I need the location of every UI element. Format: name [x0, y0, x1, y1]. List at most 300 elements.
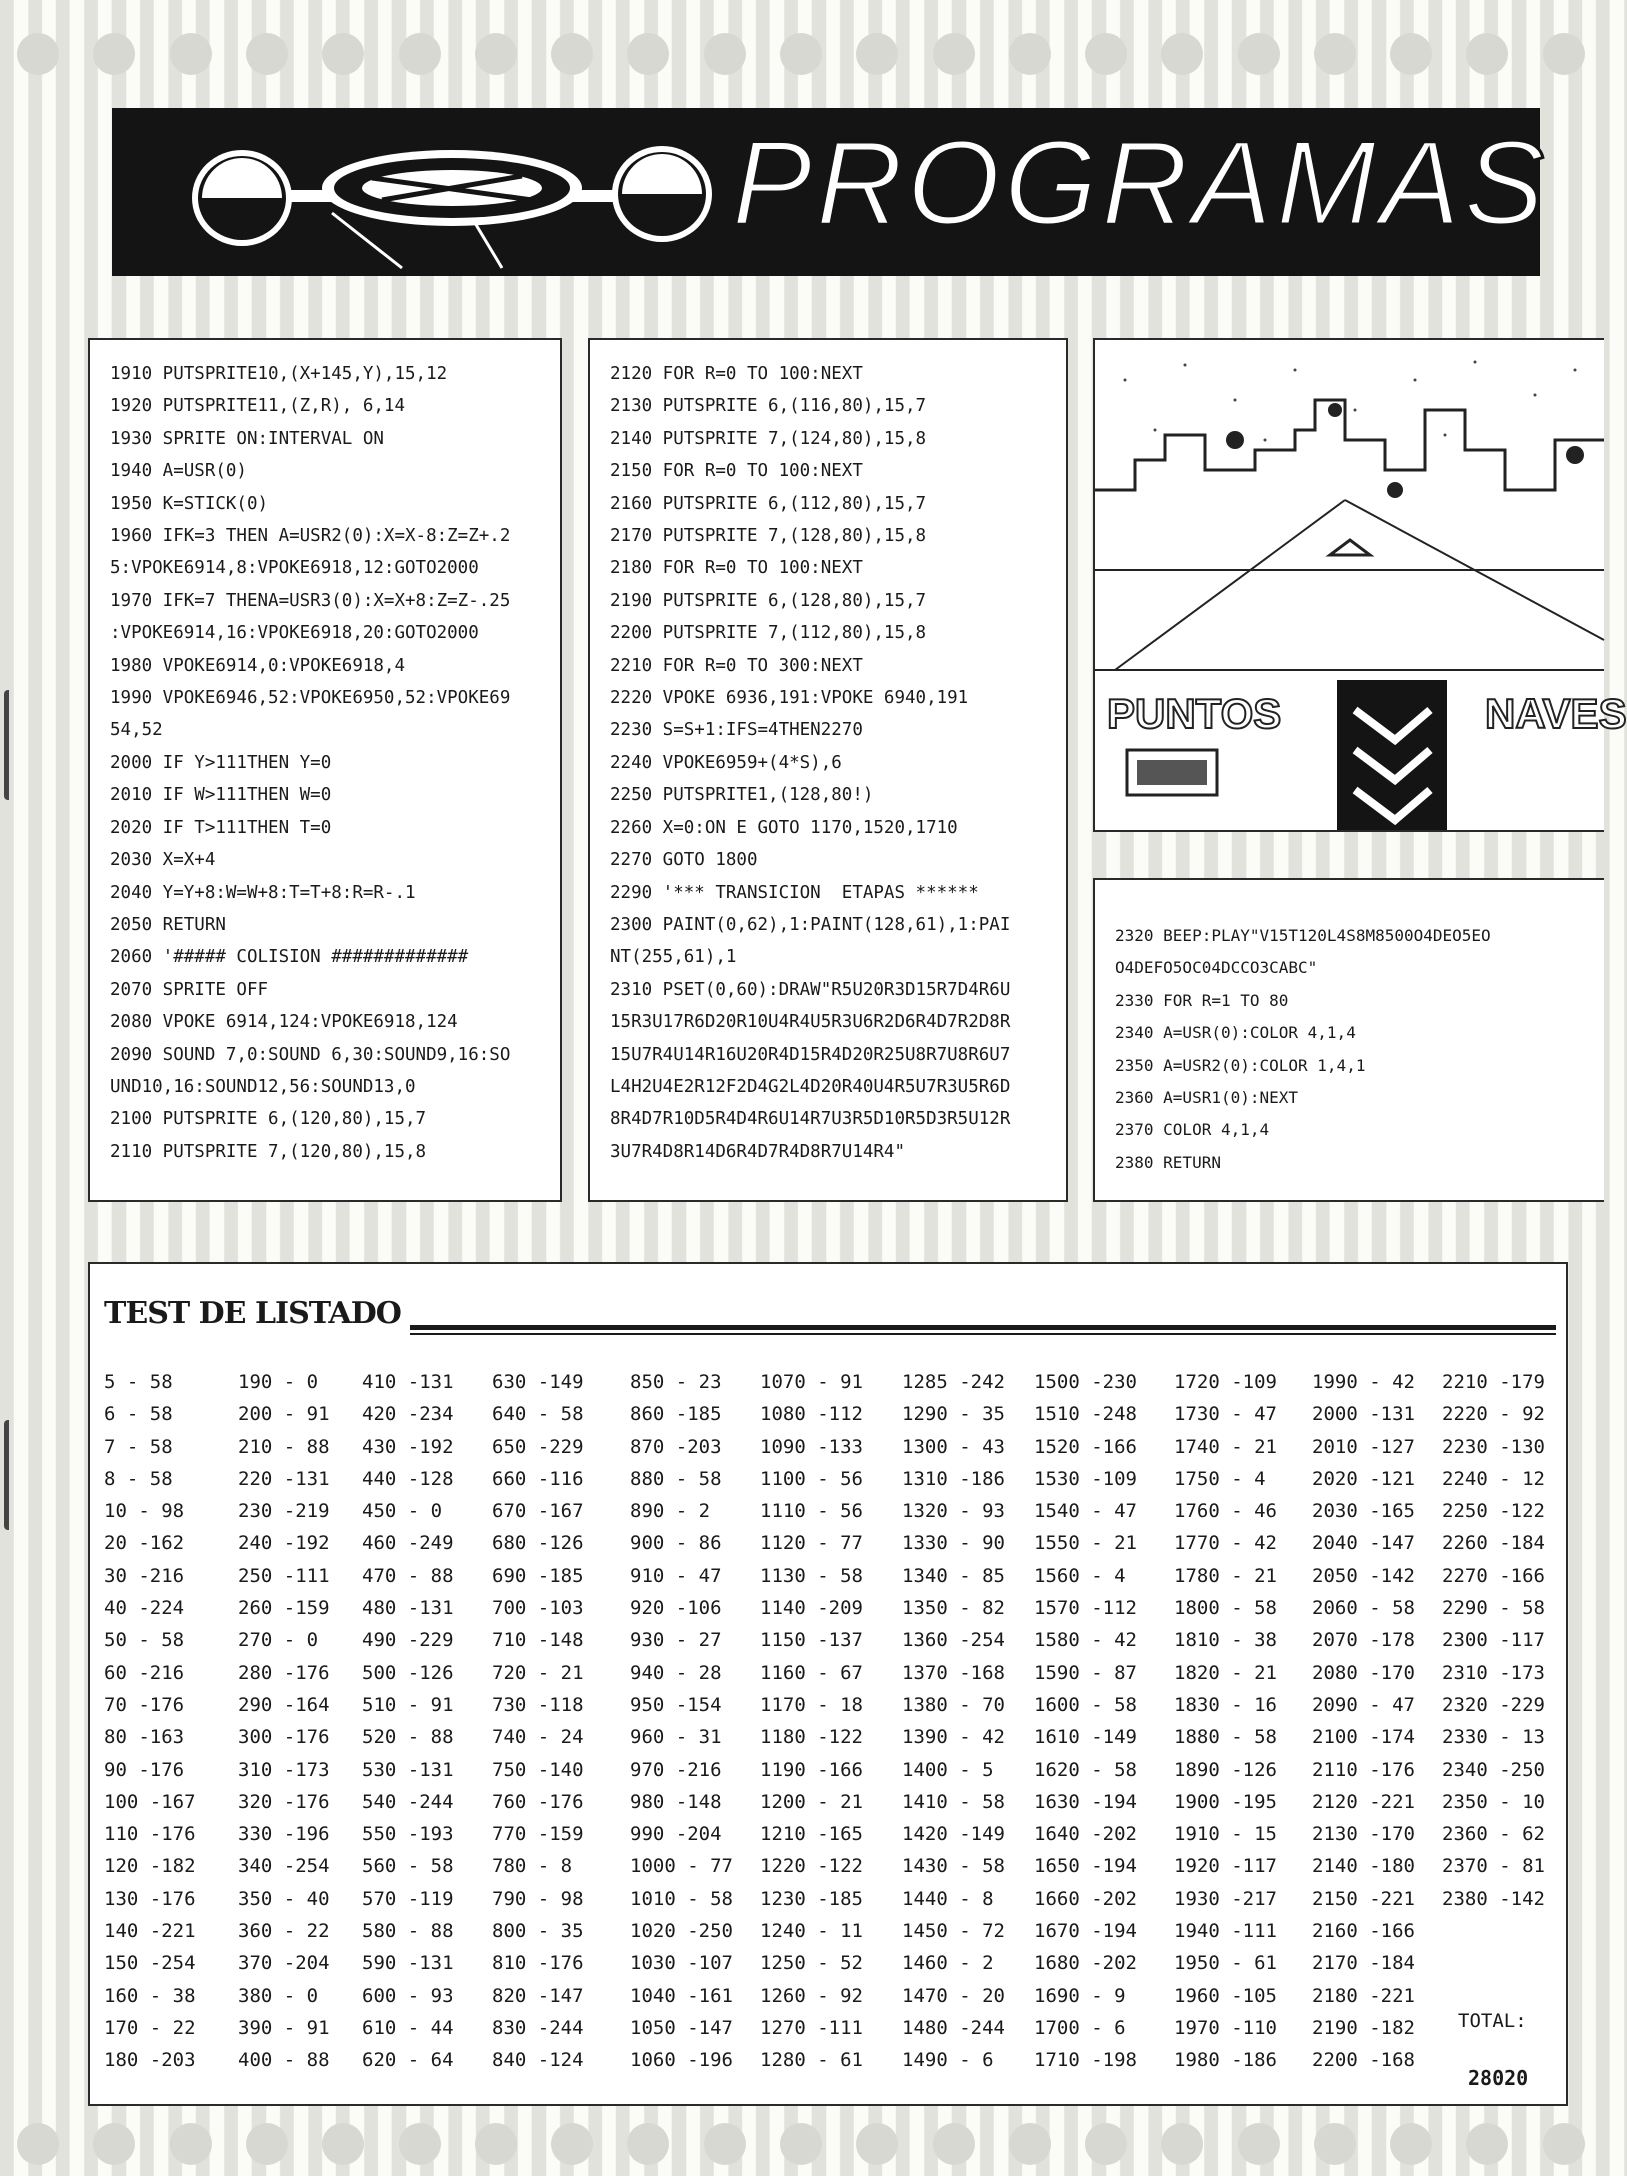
- checksum-entry: 970 -216: [630, 1758, 722, 1781]
- puntos-label: PUNTOS: [1107, 690, 1282, 737]
- checksum-entry: 210 - 88: [238, 1435, 330, 1458]
- checksum-column: [902, 1366, 1005, 2077]
- checksum-entry: 30 -216: [104, 1564, 185, 1587]
- checksum-entry: 1220 -122: [760, 1855, 863, 1878]
- checksum-entry: 1490 - 6: [902, 2049, 994, 2072]
- checksum-entry: 340 -254: [238, 1855, 330, 1878]
- checksum-entry: 560 - 58: [362, 1855, 454, 1878]
- code-line: NT(255,61),1: [610, 947, 737, 968]
- checksum-entry: 580 - 88: [362, 1920, 454, 1943]
- checksum-entry: 2220 - 92: [1442, 1403, 1545, 1426]
- checksum-entry: 170 - 22: [104, 2016, 196, 2039]
- checksum-column: [492, 1366, 584, 2077]
- checksum-entry: 2380 -142: [1442, 1887, 1545, 1910]
- checksum-entry: 20 -162: [104, 1532, 185, 1555]
- checksum-entry: 1650 -194: [1034, 1855, 1137, 1878]
- checksum-entry: 1070 - 91: [760, 1371, 863, 1393]
- total-value: 28020: [1468, 2066, 1529, 2090]
- checksum-entry: 90 -176: [104, 1758, 185, 1781]
- code-line: 54,52: [110, 720, 163, 741]
- checksum-entry: 1450 - 72: [902, 1920, 1005, 1943]
- checksum-entry: 150 -254: [104, 1952, 196, 1975]
- checksum-entry: 840 -124: [492, 2049, 584, 2072]
- checksum-entry: 1950 - 61: [1174, 1952, 1277, 1975]
- code-line: 2050 RETURN: [110, 914, 226, 935]
- checksum-entry: 2240 - 12: [1442, 1467, 1545, 1490]
- checksum-entry: 2110 -176: [1312, 1758, 1415, 1781]
- checksum-entry: 1250 - 52: [760, 1952, 863, 1975]
- checksum-entry: 1700 - 6: [1034, 2016, 1126, 2039]
- checksum-entry: 700 -103: [492, 1597, 584, 1620]
- checksum-entry: 240 -192: [238, 1532, 330, 1555]
- binder-holes-bottom: [0, 2112, 1602, 2176]
- checksum-entry: 830 -244: [492, 2016, 584, 2039]
- code-listing-2: [588, 338, 1068, 1202]
- checksum-entry: 800 - 35: [492, 1920, 584, 1943]
- checksum-entry: 70 -176: [104, 1693, 185, 1716]
- checksum-entry: 1160 - 67: [760, 1661, 863, 1684]
- checksum-entry: 1040 -161: [630, 1984, 733, 2007]
- checksum-entry: 200 - 91: [238, 1403, 330, 1426]
- checksum-entry: 940 - 28: [630, 1661, 722, 1684]
- checksum-entry: 1680 -202: [1034, 1952, 1137, 1975]
- checksum-entry: 1360 -254: [902, 1629, 1005, 1652]
- code-line: 2230 S=S+1:IFS=4THEN2270: [610, 720, 863, 741]
- checksum-entry: 2290 - 58: [1442, 1597, 1545, 1620]
- checksum-entry: 1110 - 56: [760, 1500, 863, 1523]
- checksum-entry: 1240 - 11: [760, 1920, 863, 1943]
- code-line: 2140 PUTSPRITE 7,(124,80),15,8: [610, 428, 927, 449]
- checksum-entry: 500 -126: [362, 1661, 454, 1684]
- checksum-entry: 1620 - 58: [1034, 1758, 1137, 1781]
- checksum-entry: 1190 -166: [760, 1758, 863, 1781]
- checksum-entry: 5 - 58: [104, 1371, 173, 1393]
- checksum-entry: 250 -111: [238, 1564, 330, 1587]
- checksum-entry: 190 - 0: [238, 1371, 319, 1393]
- checksum-entry: 1150 -137: [760, 1629, 863, 1652]
- checksum-column: [1442, 1366, 1545, 1915]
- code-line: 2370 COLOR 4,1,4: [1115, 1120, 1270, 1140]
- checksum-entry: 400 - 88: [238, 2049, 330, 2072]
- checksum-entry: 2140 -180: [1312, 1855, 1415, 1878]
- code-line: 2120 FOR R=0 TO 100:NEXT: [610, 364, 863, 384]
- checksum-entry: 1770 - 42: [1174, 1532, 1277, 1555]
- code-line: :VPOKE6914,16:VPOKE6918,20:GOTO2000: [110, 623, 479, 644]
- checksum-entry: 1120 - 77: [760, 1532, 863, 1555]
- checksum-entry: 1090 -133: [760, 1435, 863, 1458]
- checksum-entry: 2030 -165: [1312, 1500, 1415, 1523]
- code-line: 8R4D7R10D5R4D4R6U14R7U3R5D10R5D3R5U12R: [610, 1109, 1011, 1130]
- checksum-entry: 1060 -196: [630, 2049, 733, 2072]
- checksum-column: [238, 1366, 330, 2077]
- binder-holes-top: [0, 22, 1602, 86]
- checksum-entry: 1960 -105: [1174, 1984, 1277, 2007]
- checksum-entry: 1430 - 58: [902, 1855, 1005, 1878]
- checksum-entry: 290 -164: [238, 1693, 330, 1716]
- checksum-entry: 1390 - 42: [902, 1726, 1005, 1749]
- checksum-entry: 50 - 58: [104, 1629, 185, 1652]
- checksum-entry: 2170 -184: [1312, 1952, 1415, 1975]
- checksum-entry: 2210 -179: [1442, 1371, 1545, 1393]
- checksum-entry: 2070 -178: [1312, 1629, 1415, 1652]
- checksum-column: [362, 1366, 454, 2077]
- code-line: 1930 SPRITE ON:INTERVAL ON: [110, 428, 384, 449]
- checksum-column: [104, 1366, 196, 2077]
- checksum-entry: 390 - 91: [238, 2016, 330, 2039]
- checksum-entry: 990 -204: [630, 1823, 722, 1846]
- code-listing-3: [1093, 878, 1604, 1202]
- checksum-entry: 440 -128: [362, 1467, 454, 1490]
- code-line: L4H2U4E2R12F2D4G2L4D20R40U4R5U7R3U5R6D: [610, 1076, 1011, 1097]
- checksum-entry: 2270 -166: [1442, 1564, 1545, 1587]
- checksum-entry: 640 - 58: [492, 1403, 584, 1426]
- checksum-entry: 1520 -166: [1034, 1435, 1137, 1458]
- checksum-entry: 1050 -147: [630, 2016, 733, 2039]
- checksum-entry: 470 - 88: [362, 1564, 454, 1587]
- checksum-entry: 600 - 93: [362, 1984, 454, 2007]
- checksum-entry: 1550 - 21: [1034, 1532, 1137, 1555]
- checksum-entry: 130 -176: [104, 1887, 196, 1910]
- checksum-entry: 1720 -109: [1174, 1371, 1277, 1393]
- checksum-entry: 1670 -194: [1034, 1920, 1137, 1943]
- checksum-entry: 770 -159: [492, 1823, 584, 1846]
- title-rule: [410, 1325, 1556, 1330]
- code-line: 2270 GOTO 1800: [610, 850, 758, 871]
- checksum-entry: 1370 -168: [902, 1661, 1005, 1684]
- checksum-entry: 1000 - 77: [630, 1855, 733, 1878]
- checksum-entry: 2300 -117: [1442, 1629, 1545, 1652]
- checksum-entry: 310 -173: [238, 1758, 330, 1781]
- checksum-entry: 80 -163: [104, 1726, 185, 1749]
- checksum-entry: 730 -118: [492, 1693, 584, 1716]
- code-line: 2030 X=X+4: [110, 850, 216, 871]
- code-line: 2350 A=USR2(0):COLOR 1,4,1: [1115, 1055, 1366, 1075]
- checksum-entry: 1600 - 58: [1034, 1693, 1137, 1716]
- checksum-entry: 220 -131: [238, 1467, 330, 1490]
- code-line: 2290 '*** TRANSICION ETAPAS ******: [610, 882, 979, 903]
- code-line: 2040 Y=Y+8:W=W+8:T=T+8:R=R-.1: [110, 882, 416, 903]
- checksum-entry: 1130 - 58: [760, 1564, 863, 1587]
- checksum-entry: 930 - 27: [630, 1629, 722, 1652]
- checksum-entry: 1780 - 21: [1174, 1564, 1277, 1587]
- checksum-entry: 1540 - 47: [1034, 1500, 1137, 1523]
- checksum-entry: 980 -148: [630, 1790, 722, 1813]
- code-line: 2210 FOR R=0 TO 300:NEXT: [610, 655, 863, 676]
- code-line: 1970 IFK=7 THENA=USR3(0):X=X+8:Z=Z-.25: [110, 590, 511, 611]
- checksum-entry: 960 - 31: [630, 1726, 722, 1749]
- checksum-entry: 1800 - 58: [1174, 1597, 1277, 1620]
- code-line: O4DEFO5OC04DCCO3CABC": [1115, 958, 1318, 978]
- checksum-entry: 620 - 64: [362, 2049, 454, 2072]
- checksum-entry: 2370 - 81: [1442, 1855, 1545, 1878]
- checksum-entry: 660 -116: [492, 1467, 584, 1490]
- checksum-entry: 690 -185: [492, 1564, 584, 1587]
- code-line: 2160 PUTSPRITE 6,(112,80),15,7: [610, 493, 927, 514]
- checksum-entry: 1400 - 5: [902, 1758, 994, 1781]
- checksum-entry: 780 - 8: [492, 1855, 573, 1878]
- checksum-entry: 1030 -107: [630, 1952, 733, 1975]
- checksum-entry: 100 -167: [104, 1790, 196, 1813]
- checksum-entry: 1630 -194: [1034, 1790, 1137, 1813]
- checksum-entry: 270 - 0: [238, 1629, 319, 1652]
- checksum-entry: 120 -182: [104, 1855, 196, 1878]
- checksum-entry: 1830 - 16: [1174, 1693, 1277, 1716]
- checksum-entry: 550 -193: [362, 1823, 454, 1846]
- code-line: 2060 '##### COLISION #############: [110, 947, 469, 968]
- checksum-entry: 1940 -111: [1174, 1920, 1277, 1943]
- checksum-entry: 1500 -230: [1034, 1371, 1137, 1393]
- checksum-entry: 2310 -173: [1442, 1661, 1545, 1684]
- checksum-entry: 900 - 86: [630, 1532, 722, 1555]
- checksum-entry: 1890 -126: [1174, 1758, 1277, 1781]
- code-line: 3U7R4D8R14D6R4D7R4D8R7U14R4": [610, 1141, 906, 1162]
- checksum-entry: 2160 -166: [1312, 1920, 1415, 1943]
- checksum-entry: 370 -204: [238, 1952, 330, 1975]
- checksum-entry: 520 - 88: [362, 1726, 454, 1749]
- checksum-entry: 430 -192: [362, 1435, 454, 1458]
- code-line: 2180 FOR R=0 TO 100:NEXT: [610, 558, 863, 579]
- code-line: 2330 FOR R=1 TO 80: [1115, 990, 1289, 1010]
- code-line: 5:VPOKE6914,8:VPOKE6918,12:GOTO2000: [110, 558, 479, 579]
- checksum-entry: 110 -176: [104, 1823, 196, 1846]
- code-line: 2020 IF T>111THEN T=0: [110, 817, 332, 838]
- checksum-entry: 1580 - 42: [1034, 1629, 1137, 1652]
- code-line: 2190 PUTSPRITE 6,(128,80),15,7: [610, 590, 927, 611]
- checksum-entry: 2330 - 13: [1442, 1726, 1545, 1749]
- checksum-entry: 510 - 91: [362, 1693, 454, 1716]
- checksum-entry: 490 -229: [362, 1629, 454, 1652]
- checksum-entry: 480 -131: [362, 1597, 454, 1620]
- code-line: 2380 RETURN: [1115, 1152, 1221, 1172]
- checksum-entry: 1180 -122: [760, 1726, 863, 1749]
- checksum-entry: 2230 -130: [1442, 1435, 1545, 1458]
- checksum-entry: 380 - 0: [238, 1984, 319, 2007]
- checksum-entry: 1280 - 61: [760, 2049, 863, 2072]
- checksum-entry: 1560 - 4: [1034, 1564, 1126, 1587]
- code-line: 2090 SOUND 7,0:SOUND 6,30:SOUND9,16:SO: [110, 1044, 511, 1065]
- checksum-entry: 1140 -209: [760, 1597, 863, 1620]
- checksum-entry: 920 -106: [630, 1597, 722, 1620]
- checksum-entry: 680 -126: [492, 1532, 584, 1555]
- checksum-entry: 790 - 98: [492, 1887, 584, 1910]
- checksum-entry: 1420 -149: [902, 1823, 1005, 1846]
- code-line: 2360 A=USR1(0):NEXT: [1115, 1088, 1299, 1108]
- checksum-entry: 950 -154: [630, 1693, 722, 1716]
- test-title: TEST DE LISTADO: [104, 1296, 401, 1331]
- checksum-entry: 230 -219: [238, 1500, 330, 1523]
- code-line: 2310 PSET(0,60):DRAW"R5U20R3D15R7D4R6U: [610, 979, 1011, 1000]
- checksum-entry: 1285 -242: [902, 1371, 1005, 1393]
- code-line: 2170 PUTSPRITE 7,(128,80),15,8: [610, 526, 927, 547]
- checksum-entry: 1820 - 21: [1174, 1661, 1277, 1684]
- code-line: 2220 VPOKE 6936,191:VPOKE 6940,191: [610, 688, 969, 709]
- checksum-entry: 1210 -165: [760, 1823, 863, 1846]
- checksum-entry: 460 -249: [362, 1532, 454, 1555]
- checksum-entry: 1410 - 58: [902, 1790, 1005, 1813]
- binder-clip: [4, 690, 19, 800]
- checksum-entry: 330 -196: [238, 1823, 330, 1846]
- checksum-entry: 1710 -198: [1034, 2049, 1137, 2072]
- checksum-entry: 280 -176: [238, 1661, 330, 1684]
- checksum-entry: 1020 -250: [630, 1920, 733, 1943]
- checksum-column: [1174, 1366, 1277, 2077]
- checksum-entry: 1480 -244: [902, 2016, 1005, 2039]
- code-line: 15R3U17R6D20R10U4R4U5R3U6R2D6R4D7R2D8R: [610, 1012, 1011, 1033]
- checksum-entry: 1310 -186: [902, 1467, 1005, 1490]
- checksum-entry: 1200 - 21: [760, 1790, 863, 1813]
- checksum-entry: 320 -176: [238, 1790, 330, 1813]
- checksum-entry: 2050 -142: [1312, 1564, 1415, 1587]
- spaceship-illustration: [172, 118, 732, 268]
- checksum-entry: 1290 - 35: [902, 1403, 1005, 1426]
- checksum-entry: 1690 - 9: [1034, 1984, 1126, 2007]
- code-lines: [90, 340, 560, 1186]
- checksum-column: [1034, 1366, 1137, 2077]
- checksum-entry: 820 -147: [492, 1984, 584, 2007]
- code-line: 1910 PUTSPRITE10,(X+145,Y),15,12: [110, 364, 448, 384]
- checksum-entry: 1270 -111: [760, 2016, 863, 2039]
- code-line: 1980 VPOKE6914,0:VPOKE6918,4: [110, 655, 406, 676]
- checksum-entry: 670 -167: [492, 1500, 584, 1523]
- checksum-entry: 2260 -184: [1442, 1532, 1545, 1555]
- title-rule: [410, 1333, 1556, 1335]
- checksum-entry: 2180 -221: [1312, 1984, 1415, 2007]
- checksum-entry: 1970 -110: [1174, 2016, 1277, 2039]
- checksum-entry: 1230 -185: [760, 1887, 863, 1910]
- checksum-entry: 1640 -202: [1034, 1823, 1137, 1846]
- code-line: 2340 A=USR(0):COLOR 4,1,4: [1115, 1023, 1356, 1043]
- checksum-entry: 1810 - 38: [1174, 1629, 1277, 1652]
- checksum-entry: 1530 -109: [1034, 1467, 1137, 1490]
- code-line: 2260 X=0:ON E GOTO 1170,1520,1710: [610, 817, 958, 838]
- checksum-entry: 630 -149: [492, 1371, 584, 1393]
- checksum-column: [630, 1366, 733, 2077]
- code-line: 2130 PUTSPRITE 6,(116,80),15,7: [610, 396, 927, 417]
- checksum-entry: 1440 - 8: [902, 1887, 994, 1910]
- checksum-entry: 810 -176: [492, 1952, 584, 1975]
- checksum-entry: 2120 -221: [1312, 1790, 1415, 1813]
- checksum-entry: 1990 - 42: [1312, 1371, 1415, 1393]
- code-line: 2000 IF Y>111THEN Y=0: [110, 752, 332, 773]
- checksum-entry: 410 -131: [362, 1371, 454, 1393]
- checksum-entry: 2150 -221: [1312, 1887, 1415, 1910]
- checksum-entry: 7 - 58: [104, 1435, 173, 1458]
- checksum-entry: 40 -224: [104, 1597, 185, 1620]
- checksum-entry: 910 - 47: [630, 1564, 722, 1587]
- checksum-entry: 140 -221: [104, 1920, 196, 1943]
- checksum-entry: 1910 - 15: [1174, 1823, 1277, 1846]
- checksum-entry: 2100 -174: [1312, 1726, 1415, 1749]
- checksum-entry: 530 -131: [362, 1758, 454, 1781]
- checksum-entry: 1760 - 46: [1174, 1500, 1277, 1523]
- checksum-entry: 1660 -202: [1034, 1887, 1137, 1910]
- checksum-entry: 2360 - 62: [1442, 1823, 1545, 1846]
- code-line: 2070 SPRITE OFF: [110, 979, 269, 1000]
- checksum-entry: 1170 - 18: [760, 1693, 863, 1716]
- checksum-entry: 6 - 58: [104, 1403, 173, 1426]
- checksum-entry: 260 -159: [238, 1597, 330, 1620]
- checksum-entry: 1570 -112: [1034, 1597, 1137, 1620]
- checksum-entry: 2130 -170: [1312, 1823, 1415, 1846]
- total-label: TOTAL:: [1458, 2010, 1527, 2032]
- checksum-entry: 2350 - 10: [1442, 1790, 1545, 1813]
- checksum-entry: 420 -234: [362, 1403, 454, 1426]
- code-line: 2300 PAINT(0,62),1:PAINT(128,61),1:PAI: [610, 914, 1011, 935]
- checksum-entry: 1980 -186: [1174, 2049, 1277, 2072]
- code-lines: [590, 340, 1066, 1186]
- checksum-entry: 1930 -217: [1174, 1887, 1277, 1910]
- code-line: 2200 PUTSPRITE 7,(112,80),15,8: [610, 623, 927, 644]
- checksum-entry: 2020 -121: [1312, 1467, 1415, 1490]
- checksum-entry: 2040 -147: [1312, 1532, 1415, 1555]
- code-line: 2240 VPOKE6959+(4*S),6: [610, 752, 842, 773]
- checksum-entry: 2200 -168: [1312, 2049, 1415, 2072]
- checksum-entry: 1300 - 43: [902, 1435, 1005, 1458]
- checksum-entry: 350 - 40: [238, 1887, 330, 1910]
- code-line: 1960 IFK=3 THEN A=USR2(0):X=X-8:Z=Z+.2: [110, 526, 511, 547]
- checksum-entry: 1740 - 21: [1174, 1435, 1277, 1458]
- checksum-entry: 710 -148: [492, 1629, 584, 1652]
- checksum-entry: 1320 - 93: [902, 1500, 1005, 1523]
- checksum-entry: 1100 - 56: [760, 1467, 863, 1490]
- code-line: UND10,16:SOUND12,56:SOUND13,0: [110, 1076, 416, 1097]
- naves-label: NAVES: [1485, 690, 1627, 737]
- code-listing-1: [88, 338, 562, 1202]
- checksum-column: [1312, 1366, 1415, 2077]
- code-line: 1990 VPOKE6946,52:VPOKE6950,52:VPOKE69: [110, 688, 511, 709]
- binder-clip: [4, 1420, 19, 1530]
- checksum-entry: 740 - 24: [492, 1726, 584, 1749]
- checksum-entry: 1470 - 20: [902, 1984, 1005, 2007]
- code-line: 2150 FOR R=0 TO 100:NEXT: [610, 461, 863, 482]
- checksum-entry: 2090 - 47: [1312, 1693, 1415, 1716]
- code-line: 2100 PUTSPRITE 6,(120,80),15,7: [110, 1109, 427, 1130]
- programas-banner: [112, 108, 1549, 276]
- checksum-entry: 890 - 2: [630, 1500, 711, 1523]
- checksum-entry: 1010 - 58: [630, 1887, 733, 1910]
- code-line: 2110 PUTSPRITE 7,(120,80),15,8: [110, 1141, 427, 1162]
- checksum-entry: 880 - 58: [630, 1467, 722, 1490]
- code-lines: [1095, 880, 1604, 1197]
- checksum-entry: 1590 - 87: [1034, 1661, 1137, 1684]
- checksum-entry: 360 - 22: [238, 1920, 330, 1943]
- checksum-entry: 60 -216: [104, 1661, 185, 1684]
- checksum-entry: 2190 -182: [1312, 2016, 1415, 2039]
- checksum-entry: 1260 - 92: [760, 1984, 863, 2007]
- game-screenshot: [1093, 338, 1627, 832]
- checksum-entry: 300 -176: [238, 1726, 330, 1749]
- code-line: 15U7R4U14R16U20R4D15R4D20R25U8R7U8R6U7: [610, 1044, 1011, 1065]
- checksum-entry: 1340 - 85: [902, 1564, 1005, 1587]
- code-line: 1950 K=STICK(0): [110, 493, 269, 514]
- checksum-entry: 1880 - 58: [1174, 1726, 1277, 1749]
- checksum-entry: 1920 -117: [1174, 1855, 1277, 1878]
- checksum-entry: 570 -119: [362, 1887, 454, 1910]
- checksum-entry: 540 -244: [362, 1790, 454, 1813]
- checksum-entry: 1330 - 90: [902, 1532, 1005, 1555]
- code-line: 2250 PUTSPRITE1,(128,80!): [610, 785, 874, 806]
- checksum-entry: 1610 -149: [1034, 1726, 1137, 1749]
- checksum-entry: 1730 - 47: [1174, 1403, 1277, 1426]
- checksum-entry: 2320 -229: [1442, 1693, 1545, 1716]
- checksum-entry: 8 - 58: [104, 1467, 173, 1490]
- checksum-entry: 2060 - 58: [1312, 1597, 1415, 1620]
- checksum-column: [760, 1366, 863, 2077]
- checksum-entry: 1350 - 82: [902, 1597, 1005, 1620]
- banner-title: PROGRAMAS: [732, 116, 1549, 250]
- checksum-entry: 2000 -131: [1312, 1403, 1415, 1426]
- checksum-entry: 760 -176: [492, 1790, 584, 1813]
